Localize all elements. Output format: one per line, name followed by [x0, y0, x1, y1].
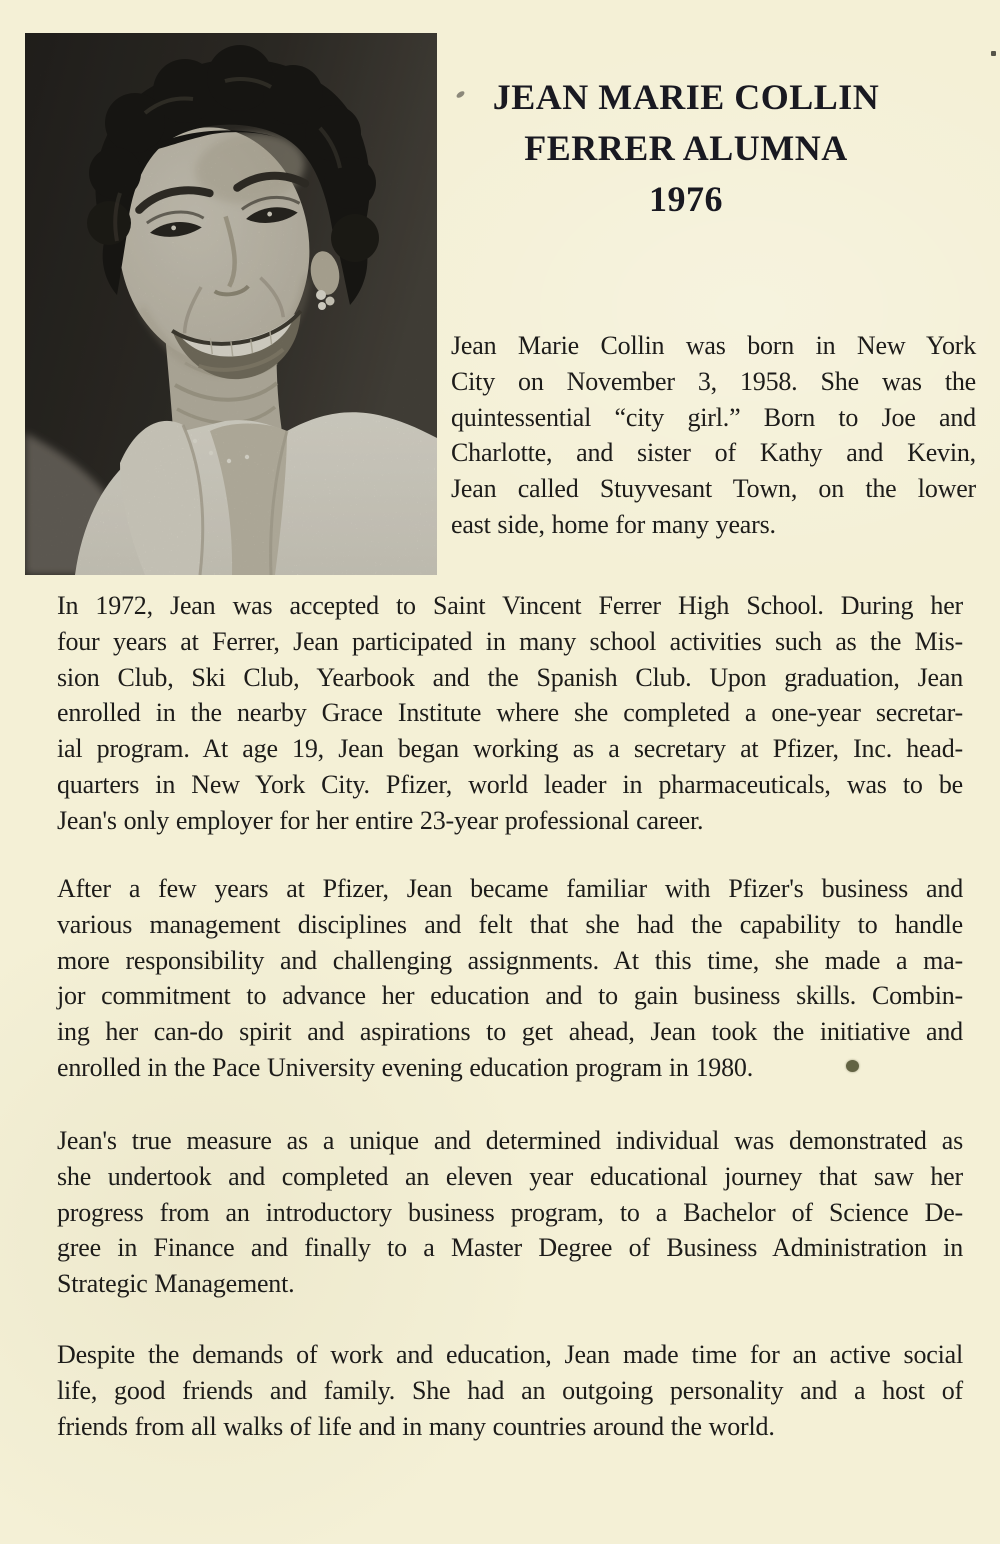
text-line: Despite the demands of work and education, Jean made time for an active social	[57, 1340, 963, 1369]
text-line: ial program. At age 19, Jean began working as a secretary at Pfizer, Inc. head-	[57, 734, 963, 764]
paragraph-educational-journey	[57, 1123, 963, 1302]
text-line: progress from an introductory business program, to a Bachelor of Science De-	[57, 1197, 963, 1227]
text-line: Charlotte, and sister of Kathy and Kevin,	[451, 438, 976, 468]
text-line: gree in Finance and finally to a Master Degree of Business Administration in	[57, 1233, 963, 1263]
text-line: After a few years at Pfizer, Jean became familiar with Pfizer's business and	[57, 874, 963, 903]
title-line-year: 1976	[649, 179, 723, 219]
text-line: In 1972, Jean was accepted to Saint Vincent Ferrer High School. During her	[57, 591, 963, 620]
text-line: various management disciplines and felt that she had the capability to handle	[57, 909, 963, 939]
text-line: ing her can-do spirit and aspirations to get ahead, Jean took the initiative and	[57, 1017, 963, 1047]
text-line: enrolled in the Pace University evening education program in 1980.	[57, 1052, 753, 1082]
text-line: Strategic Management.	[57, 1269, 295, 1299]
paragraph-intro	[451, 328, 976, 543]
text-line: quintessential “city girl.” Born to Joe and	[451, 402, 976, 432]
text-line: Jean Marie Collin was born in New York	[451, 331, 976, 360]
text-line: sion Club, Ski Club, Yearbook and the Spanish Club. Upon graduation, Jean	[57, 662, 963, 692]
text-line: four years at Ferrer, Jean participated in many school activities such as the Mis-	[57, 626, 963, 656]
text-line: friends from all walks of life and in many countries around the world.	[57, 1411, 775, 1441]
text-line: Jean's true measure as a unique and determined individual was demonstrated as	[57, 1126, 963, 1155]
text-line: City on November 3, 1958. She was the	[451, 366, 976, 396]
text-line: more responsibility and challenging assignments. At this time, she made a ma-	[57, 945, 963, 975]
title-line-alumna: FERRER ALUMNA	[524, 128, 848, 168]
page-title	[430, 72, 942, 225]
text-line: enrolled in the nearby Grace Institute where she completed a one-year secretar-	[57, 698, 963, 728]
title-line-name: JEAN MARIE COLLIN	[492, 77, 880, 117]
portrait-photo	[25, 33, 437, 575]
text-line: quarters in New York City. Pfizer, world leader in pharmaceuticals, was to be	[57, 769, 963, 799]
text-line: Jean's only employer for her entire 23-year professional career.	[57, 805, 704, 835]
paragraph-social-life	[57, 1337, 963, 1444]
paragraph-pfizer-education	[57, 871, 963, 1086]
text-line: jor commitment to advance her education and to gain business skills. Combin-	[57, 981, 963, 1011]
text-line: Jean called Stuyvesant Town, on the lower	[451, 474, 976, 504]
portrait-photo-art	[25, 33, 437, 575]
paragraph-highschool-career	[57, 588, 963, 839]
text-line: she undertook and completed an eleven year educational journey that saw her	[57, 1161, 963, 1191]
ink-speck-corner-icon	[991, 51, 996, 56]
ink-dot-icon	[846, 1060, 859, 1072]
text-line: east side, home for many years.	[451, 509, 776, 539]
text-line: life, good friends and family. She had an outgoing personality and a host of	[57, 1375, 963, 1405]
